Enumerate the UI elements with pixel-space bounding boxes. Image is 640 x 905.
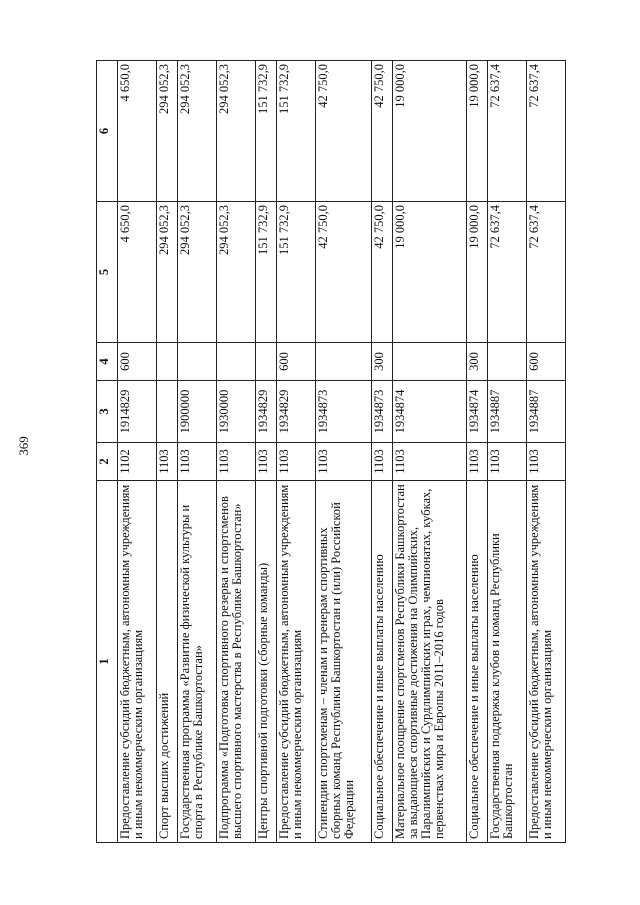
- header-col-2: 2: [97, 443, 118, 481]
- row-name: Государственная поддержка клубов и команд Республики Башкортостан: [488, 481, 527, 843]
- row-csr: 1930000: [216, 381, 255, 443]
- row-value-5: 19 000,0: [393, 202, 467, 343]
- row-razdel: 1103: [393, 443, 467, 481]
- table-row: [156, 61, 177, 843]
- page-number: 369: [15, 436, 31, 456]
- row-name: Материальное поощрение спортсменов Республики Башкортостан за выдающиеся спортивные достижения на Олимпийских, Паралимпийских и Сурдлимпийских играх, чемпионатах, кубках, первенствах мира и Европы 2011–2016 годов: [393, 481, 467, 843]
- budget-table: [96, 60, 566, 843]
- row-csr: 1934829: [277, 381, 316, 443]
- table-row: [255, 61, 276, 843]
- row-value-5: 42 750,0: [372, 202, 393, 343]
- header-row: [97, 61, 118, 843]
- table-row: [467, 61, 488, 843]
- row-vr: [216, 343, 255, 381]
- row-vr: [488, 343, 527, 381]
- row-value-5: 4 650,0: [118, 202, 157, 343]
- row-value-6: 294 052,3: [178, 61, 217, 202]
- row-razdel: 1102: [118, 443, 157, 481]
- row-value-6: 151 732,9: [255, 61, 276, 202]
- row-value-5: 294 052,3: [178, 202, 217, 343]
- row-value-6: 42 750,0: [372, 61, 393, 202]
- row-vr: [315, 343, 371, 381]
- row-value-6: 19 000,0: [393, 61, 467, 202]
- table-row: [488, 61, 527, 843]
- row-razdel: 1103: [315, 443, 371, 481]
- row-vr: 600: [527, 343, 566, 381]
- row-name: Спорт высших достижений: [156, 481, 177, 843]
- row-name: Предоставление субсидий бюджетным, автономным учреждениям и иным некоммерческим организациям: [118, 481, 157, 843]
- header-col-6: 6: [97, 61, 118, 202]
- row-vr: 300: [372, 343, 393, 381]
- row-razdel: 1103: [178, 443, 217, 481]
- rotated-table-container: [96, 61, 566, 843]
- row-value-6: 151 732,9: [277, 61, 316, 202]
- row-vr: [393, 343, 467, 381]
- row-vr: [178, 343, 217, 381]
- row-name: Предоставление субсидий бюджетным, автономным учреждениям и иным некоммерческим организациям: [277, 481, 316, 843]
- row-value-5: 294 052,3: [156, 202, 177, 343]
- row-name: Предоставление субсидий бюджетным, автономным учреждениям и иным некоммерческим организациям: [527, 481, 566, 843]
- header-col-4: 4: [97, 343, 118, 381]
- row-name: Стипендии спортсменам – членам и тренерам спортивных сборных команд Республики Башкортостан и (или) Российской Федерации: [315, 481, 371, 843]
- row-razdel: 1103: [488, 443, 527, 481]
- row-vr: [255, 343, 276, 381]
- row-vr: [156, 343, 177, 381]
- table-row: [178, 61, 217, 843]
- row-value-5: 72 637,4: [488, 202, 527, 343]
- row-name: Социальное обеспечение и иные выплаты населению: [467, 481, 488, 843]
- row-vr: 600: [118, 343, 157, 381]
- row-value-6: 42 750,0: [315, 61, 371, 202]
- row-razdel: 1103: [467, 443, 488, 481]
- row-value-5: 151 732,9: [277, 202, 316, 343]
- row-name: Социальное обеспечение и иные выплаты населению: [372, 481, 393, 843]
- row-value-6: 294 052,3: [216, 61, 255, 202]
- row-csr: 1934887: [488, 381, 527, 443]
- row-value-6: 19 000,0: [467, 61, 488, 202]
- row-value-5: 42 750,0: [315, 202, 371, 343]
- row-csr: 1914829: [118, 381, 157, 443]
- row-csr: 1900000: [178, 381, 217, 443]
- row-vr: 300: [467, 343, 488, 381]
- row-csr: 1934829: [255, 381, 276, 443]
- row-name: Подпрограмма «Подготовка спортивного резерва и спортсменов высшего спортивного мастерства в Республике Башкортостан»: [216, 481, 255, 843]
- row-value-5: 72 637,4: [527, 202, 566, 343]
- table-row: [216, 61, 255, 843]
- row-razdel: 1103: [156, 443, 177, 481]
- row-csr: 1934874: [467, 381, 488, 443]
- row-name: Центры спортивной подготовки (сборные команды): [255, 481, 276, 843]
- row-csr: 1934887: [527, 381, 566, 443]
- table-row: [372, 61, 393, 843]
- row-vr: 600: [277, 343, 316, 381]
- table-row: [277, 61, 316, 843]
- table-row: [393, 61, 467, 843]
- row-razdel: 1103: [216, 443, 255, 481]
- header-col-1: 1: [97, 481, 118, 843]
- row-razdel: 1103: [277, 443, 316, 481]
- table-row: [315, 61, 371, 843]
- header-col-3: 3: [97, 381, 118, 443]
- row-razdel: 1103: [527, 443, 566, 481]
- header-col-5: 5: [97, 202, 118, 343]
- row-value-6: 294 052,3: [156, 61, 177, 202]
- row-razdel: 1103: [255, 443, 276, 481]
- row-csr: 1934873: [315, 381, 371, 443]
- row-value-6: 72 637,4: [527, 61, 566, 202]
- row-csr: [156, 381, 177, 443]
- table-row: [527, 61, 566, 843]
- row-value-6: 4 650,0: [118, 61, 157, 202]
- row-value-5: 19 000,0: [467, 202, 488, 343]
- table-row: [118, 61, 157, 843]
- row-value-6: 72 637,4: [488, 61, 527, 202]
- row-razdel: 1103: [372, 443, 393, 481]
- row-csr: 1934873: [372, 381, 393, 443]
- row-csr: 1934874: [393, 381, 467, 443]
- row-value-5: 151 732,9: [255, 202, 276, 343]
- row-value-5: 294 052,3: [216, 202, 255, 343]
- row-name: Государственная программа «Развитие физической культуры и спорта в Республике Башкортостан»: [178, 481, 217, 843]
